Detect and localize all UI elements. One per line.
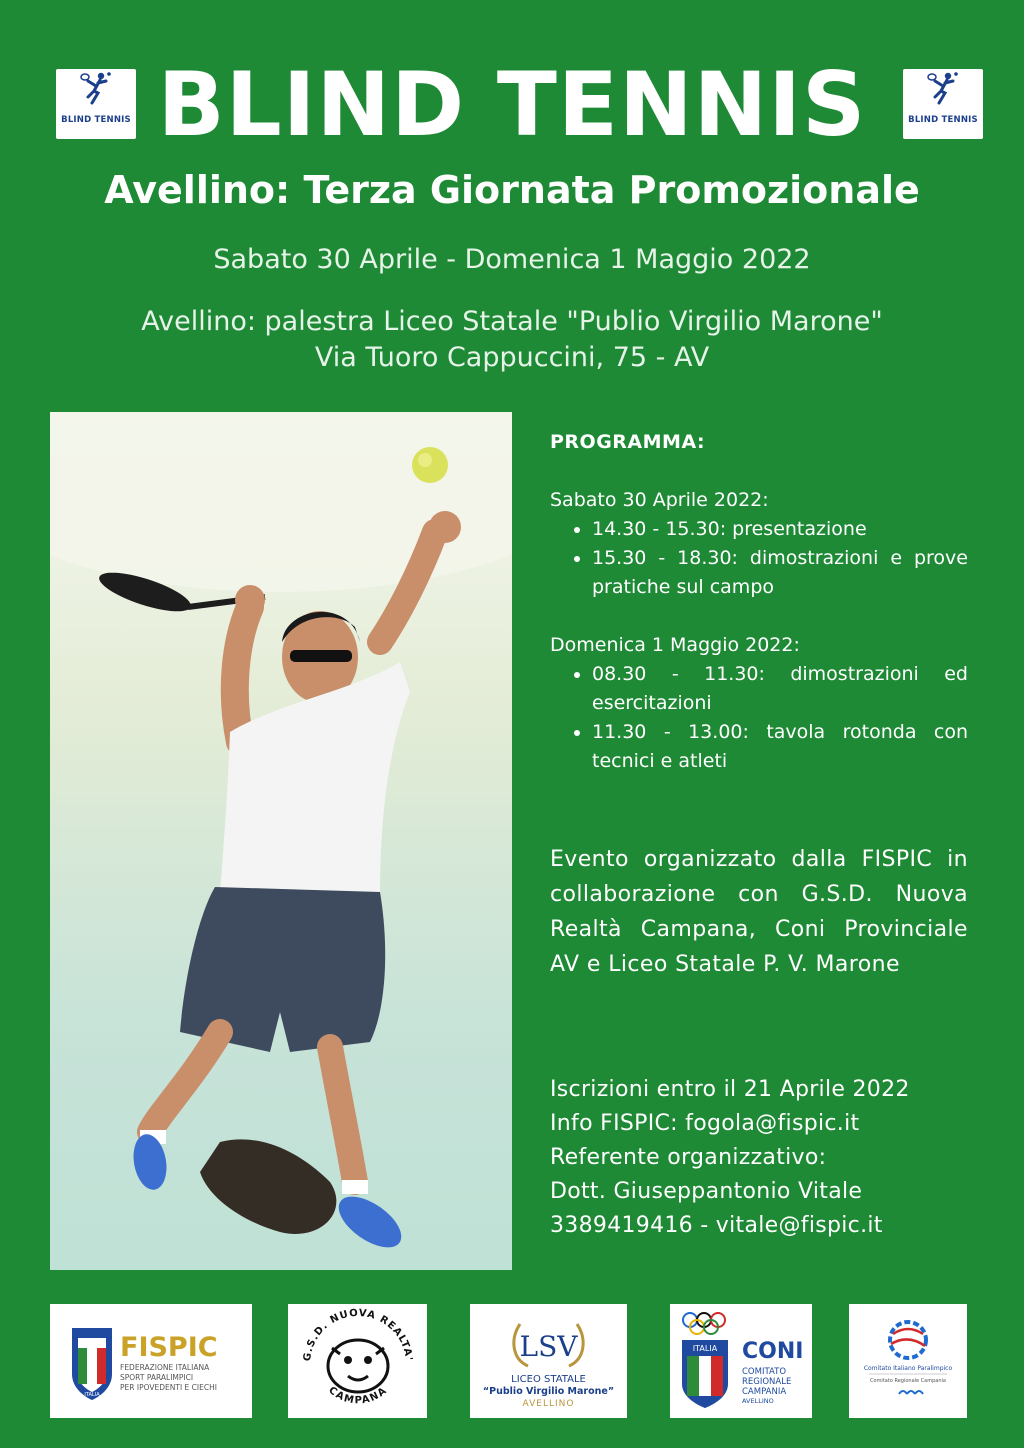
cip-line2: Comitato Regionale Campania	[870, 1378, 946, 1384]
badge-label: BLIND TENNIS	[61, 115, 131, 125]
liceo-monogram: LSV	[519, 1330, 578, 1363]
sponsor-coni	[670, 1304, 812, 1418]
day-label-saturday: Sabato 30 Aprile 2022:	[550, 489, 769, 511]
registration-deadline: Iscrizioni entro il 21 Aprile 2022	[550, 1077, 910, 1102]
fispic-line1: FEDERAZIONE ITALIANA	[120, 1363, 210, 1372]
info-email: Info FISPIC: fogola@fispic.it	[550, 1111, 860, 1136]
event-dates: Sabato 30 Aprile - Domenica 1 Maggio 2022	[213, 244, 811, 275]
page-subtitle: Avellino: Terza Giornata Promozionale	[104, 168, 920, 212]
gsd-bottom-text: CAMPANA	[326, 1384, 390, 1407]
coni-line4: AVELLINO	[742, 1397, 774, 1405]
programme-heading: PROGRAMMA:	[550, 431, 706, 453]
badge-label: BLIND TENNIS	[908, 115, 978, 125]
fispic-line2: SPORT PARALIMPICI	[120, 1373, 194, 1382]
sponsor-cip	[849, 1304, 967, 1418]
organizer-text: Evento organizzato dalla FISPIC in collaborazione con G.S.D. Nuova Realtà Campana, Coni Provinciale AV e Liceo Statale P. V. Marone	[550, 847, 968, 977]
sponsor-liceo	[470, 1304, 627, 1418]
programme-section	[550, 428, 968, 805]
contact-info	[550, 1073, 990, 1243]
contact-label: Referente organizzativo:	[550, 1145, 827, 1170]
contact-phone-email: 3389419416 - vitale@fispic.it	[550, 1213, 883, 1238]
sponsor-gsd	[288, 1304, 427, 1418]
cip-line1: Comitato Italiano Paralimpico	[863, 1365, 953, 1372]
liceo-line1: LICEO STATALE	[511, 1374, 586, 1385]
contact-name: Dott. Giuseppantonio Vitale	[550, 1179, 863, 1204]
fispic-shield-text: ITALIA	[84, 1392, 100, 1398]
liceo-line2: “Publio Virgilio Marone”	[482, 1386, 615, 1397]
list-item: • 14.30 - 15.30: presentazione	[592, 515, 968, 544]
venue-line-1: Avellino: palestra Liceo Statale "Publio Virgilio Marone"	[141, 306, 883, 337]
gsd-top-text: G.S.D. NUOVA REALTA'	[301, 1307, 414, 1362]
coni-name: CONI	[742, 1339, 804, 1364]
coni-line3: CAMPANIA	[742, 1387, 787, 1397]
list-item: • 11.30 - 13.00: tavola rotonda con tecnici e atleti	[592, 718, 968, 776]
venue-address: Via Tuoro Cappuccini, 75 - AV	[314, 342, 710, 373]
fispic-name: FISPIC	[120, 1332, 218, 1363]
coni-italia: ITALIA	[692, 1344, 718, 1353]
day-label-sunday: Domenica 1 Maggio 2022:	[550, 634, 800, 656]
fispic-line3: PER IPOVEDENTI E CIECHI	[120, 1383, 217, 1392]
liceo-line3: AVELLINO	[522, 1399, 575, 1409]
list-item: • 08.30 - 11.30: dimostrazioni ed esercitazioni	[592, 660, 968, 718]
sunday-list	[550, 660, 968, 776]
coni-line2: REGIONALE	[742, 1377, 792, 1387]
saturday-list	[550, 515, 968, 602]
page-title: BLIND TENNIS	[157, 53, 867, 156]
sponsor-fispic	[50, 1304, 252, 1418]
list-item: • 15.30 - 18.30: dimostrazioni e prove pratiche sul campo	[592, 544, 968, 602]
coni-line1: COMITATO	[742, 1367, 787, 1377]
tennis-player-photo	[50, 412, 512, 1270]
